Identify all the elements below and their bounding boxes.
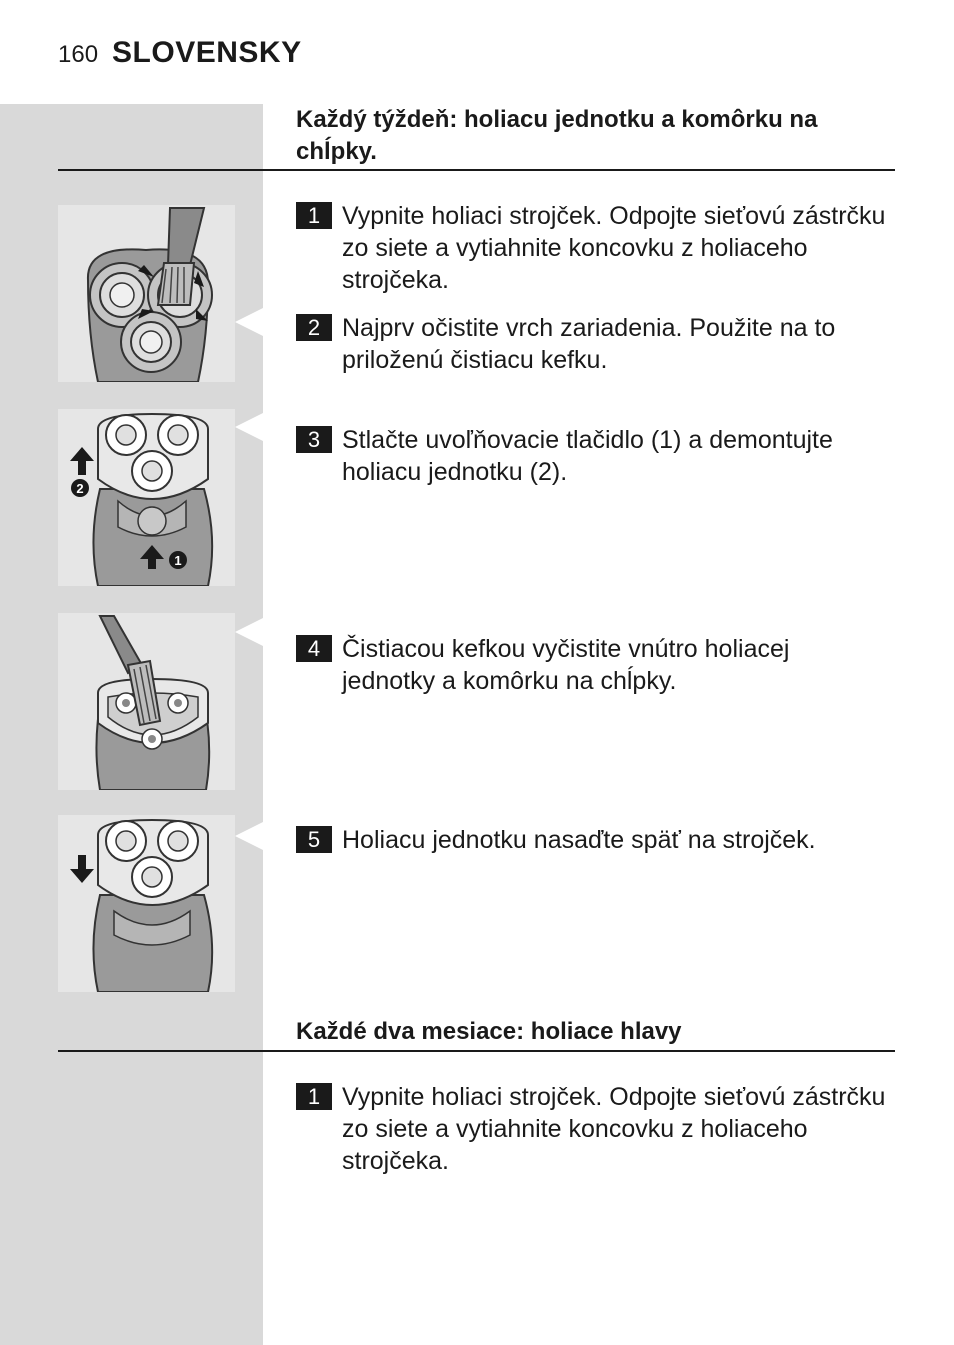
illustration-brush-inside [58, 613, 235, 790]
illustration-brush-top [58, 205, 235, 382]
illustration-reattach-unit [58, 815, 235, 992]
sidebar-pointer [235, 412, 265, 442]
page-language: SLOVENSKY [112, 36, 302, 69]
step-item [296, 200, 886, 296]
step-text: Stlačte uvoľňovacie tlačidlo (1) a demontujte holiacu jednotku (2). [342, 426, 833, 486]
step-item [296, 1081, 886, 1177]
step-text: Holiacu jednotku nasaďte späť na strojček. [342, 826, 816, 854]
step-number: 2 [296, 314, 332, 341]
step-number: 3 [296, 426, 332, 453]
step-item [296, 312, 886, 376]
illustration-remove-unit [58, 409, 235, 586]
step-number: 4 [296, 635, 332, 662]
section-title-bimonthly: Každé dva mesiace: holiace hlavy [296, 1018, 682, 1045]
page-number: 160 [58, 41, 99, 68]
section-title-weekly: Každý týždeň: holiacu jednotku a komôrku na chĺpky. [296, 106, 818, 165]
step-number: 1 [296, 202, 332, 229]
step-text: Najprv očistite vrch zariadenia. Použite na to priloženú čistiacu kefku. [342, 314, 836, 374]
step-number: 5 [296, 826, 332, 853]
section-rule [58, 1050, 895, 1052]
label-release-number: 1 [174, 553, 182, 568]
section-rule [58, 169, 895, 171]
step-item [296, 633, 886, 697]
sidebar-pointer [235, 307, 265, 337]
sidebar-pointer [235, 821, 265, 851]
step-text: Vypnite holiaci strojček. Odpojte sieťovú zástrčku zo siete a vytiahnite koncovku z holiaceho strojčeka. [342, 202, 886, 294]
sidebar-pointer [235, 617, 265, 647]
label-remove-number: 2 [76, 481, 84, 496]
step-number: 1 [296, 1083, 332, 1110]
page-header [58, 36, 302, 70]
step-text: Vypnite holiaci strojček. Odpojte sieťovú zástrčku zo siete a vytiahnite koncovku z holiaceho strojčeka. [342, 1083, 886, 1175]
step-item [296, 824, 886, 856]
step-item [296, 424, 886, 488]
step-text: Čistiacou kefkou vyčistite vnútro holiacej jednotky a komôrku na chĺpky. [342, 635, 790, 695]
